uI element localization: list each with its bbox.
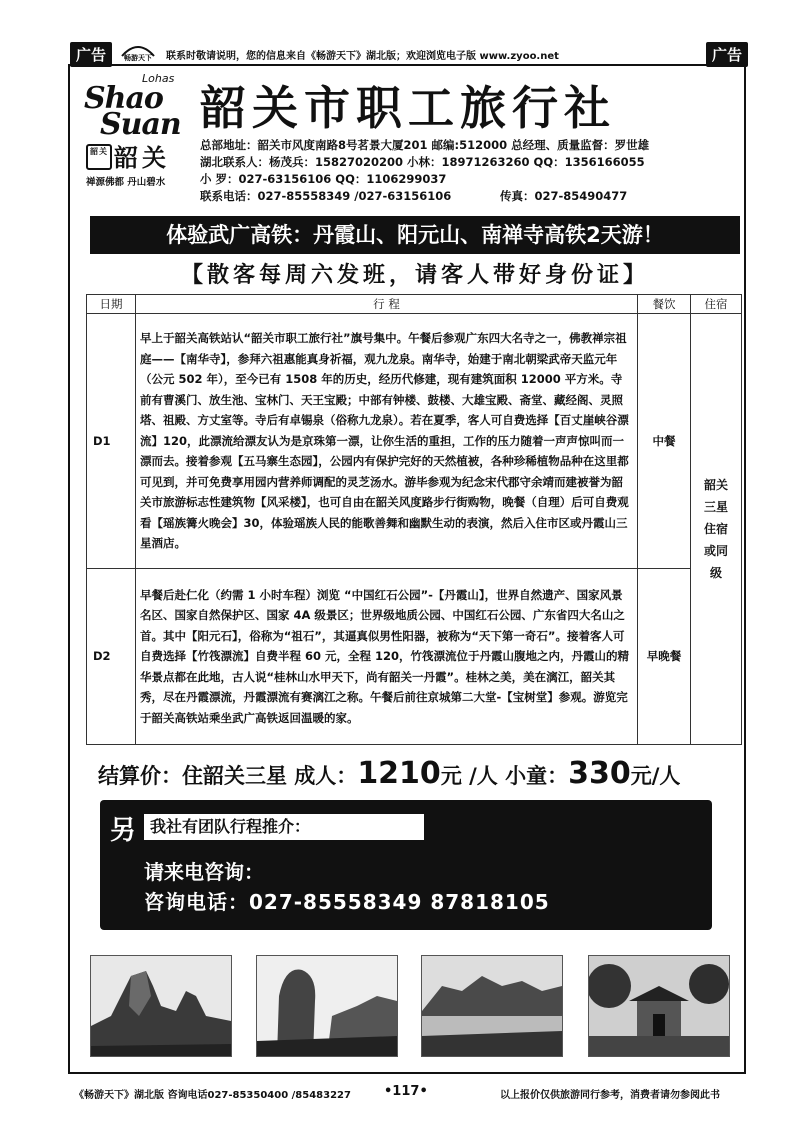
stay-cell — [691, 314, 742, 745]
child-price: 330 — [568, 756, 631, 791]
price-label: 结算价：住韶关三星 成人： — [98, 764, 358, 788]
table-row — [87, 569, 742, 745]
adult-price: 1210 — [357, 756, 441, 791]
meal-cell: 早晚餐 — [638, 569, 691, 745]
route-banner: 体验武广高铁：丹霞山、阳元山、南禅寺高铁2天游！ — [90, 216, 740, 254]
agency-name: 韶关市职工旅行社 — [200, 81, 616, 135]
danxia-river-photo — [421, 955, 563, 1057]
ad-badge-left: 广告 — [70, 42, 112, 67]
itinerary-cell: 早上于韶关高铁站认“韶关市职工旅行社”旗号集中。午餐后参观广东四大名寺之一，佛教禅宗祖庭——【南华寺】，参拜六祖惠能真身祈福，观九龙泉。南华寺，始建于南北朝梁武帝天监元年（公元 502 年），至今已有 1508 年的历史，经历代修建，现有建筑面积 12000 平方米。寺前有曹溪门、放生池、宝林门、天王宝殿；中部有钟楼、鼓楼、大雄宝殿、斋堂、藏经阁、灵照塔、祖殿、方丈室等。寺后有卓锡泉（俗称九龙泉）。若在夏季，客人可自费选择【百丈崖峡谷漂流】120，此漂流给漂友认为是京珠第一漂，让你生活的重担，工作的压力随着一声声惊叫而一漂而去。接着参观【五马寨生态园】，公园内有保护完好的天然植被，各种珍稀植物品种在这里都可见到，并可免费享用园内营养师调配的灵芝汤水。游毕参观为纪念宋代郡守余靖而建被誉为韶关市旅游标志性建筑物【风采楼】，也可自由在韶关风度路步行街购物，晚餐（自理）后可自费观看【瑶族篝火晚会】30，体验瑶族人民的能歌善舞和幽默生动的表演，然后入住市区或丹霞山三星酒店。 — [136, 314, 638, 569]
itinerary-table — [86, 294, 742, 745]
adult-unit: 元 /人 小童： — [440, 764, 569, 788]
brand-mini-logo-text: 畅游天下 — [124, 54, 152, 62]
logo-seal: 韶关 — [86, 144, 112, 170]
brand-mini-logo — [118, 40, 158, 62]
agency-fax: 传真：027-85490477 — [500, 189, 628, 203]
logo-tagline: 禅源佛都 丹山碧水 — [86, 177, 166, 188]
promo-phone: 咨询电话：027-85558349 87818105 — [144, 890, 550, 914]
agency-address: 总部地址：韶关市风度南路8号茗景大厦201 邮编:512000 总经理、质量监督：罗世雄 — [200, 138, 650, 152]
logo-chinese: 韶关 — [114, 143, 170, 172]
promo-tag: 另 — [110, 816, 137, 846]
header-stay: 住宿 — [691, 295, 742, 314]
promo-headline: 我社有团队行程推介： — [144, 814, 424, 840]
agency-hubei-contact: 湖北联系人：杨茂兵：15827020200 小林：18971263260 QQ：1356166055 — [200, 155, 645, 169]
footer-disclaimer: 以上报价仅供旅游同行参考，消费者请勿参阅此书 — [500, 1090, 720, 1101]
danxia-rock-photo — [90, 955, 232, 1057]
header-itinerary: 行 程 — [136, 295, 638, 314]
footer-left: 《畅游天下》湖北版 咨询电话027-85350400 /85483227 — [74, 1090, 351, 1101]
table-header-row — [87, 295, 742, 314]
header-day: 日期 — [87, 295, 136, 314]
top-notice: 联系时敬请说明，您的信息来自《畅游天下》湖北版；欢迎浏览电子版 www.zyoo.net — [166, 51, 559, 62]
departure-notice: 【散客每周六发班，请客人带好身份证】 — [180, 262, 649, 288]
day-cell: D2 — [87, 569, 136, 745]
child-unit: 元/人 — [630, 764, 681, 788]
page-number: •117• — [384, 1084, 428, 1099]
header-meal: 餐饮 — [638, 295, 691, 314]
logo-script-1: Shao — [84, 81, 163, 116]
nanhua-temple-photo — [588, 955, 730, 1057]
agency-luo-contact: 小 罗：027-63156106 QQ：1106299037 — [200, 172, 447, 186]
logo-script-2: Suan — [100, 107, 181, 142]
stay-text: 韶关三星住宿或同级 — [703, 478, 728, 580]
table-row — [87, 314, 742, 569]
shaoguan-logo — [80, 72, 192, 202]
group-tour-promo — [100, 800, 712, 930]
day-cell: D1 — [87, 314, 136, 569]
agency-phone: 联系电话：027-85558349 /027-63156106 — [200, 189, 452, 203]
yangyuan-rock-photo — [256, 955, 398, 1057]
logo-lohas: Lohas — [142, 72, 175, 85]
itinerary-cell: 早餐后赴仁化（约需 1 小时车程）浏览 “中国红石公园”-【丹霞山】，世界自然遗产、国家风景名区、国家自然保护区、国家 4A 级景区；世界级地质公园、中国红石公园、广东省四大名山之首。其中【阳元石】，俗称为“祖石”，其逼真似男性阳器，被称为“天下第一奇石”。接着客人可自费选择【竹筏漂流】自费半程 60 元，全程 120，竹筏漂流位于丹霞山腹地之内，丹霞山的精华景点都在此地，古人说“桂林山水甲天下，尚有韶关一丹霞”。桂林之美，美在漓江，韶关其秀，尽在丹霞漂流，丹霞漂流有赛漓江之称。午餐后前往京城第二大堂-【宝树堂】参观。游览完于韶关高铁站乘坐武广高铁返回温暖的家。 — [136, 569, 638, 745]
ad-badge-right: 广告 — [706, 42, 748, 67]
promo-call-text: 请来电咨询： — [144, 860, 264, 884]
price-line — [98, 756, 680, 791]
meal-cell: 中餐 — [638, 314, 691, 569]
